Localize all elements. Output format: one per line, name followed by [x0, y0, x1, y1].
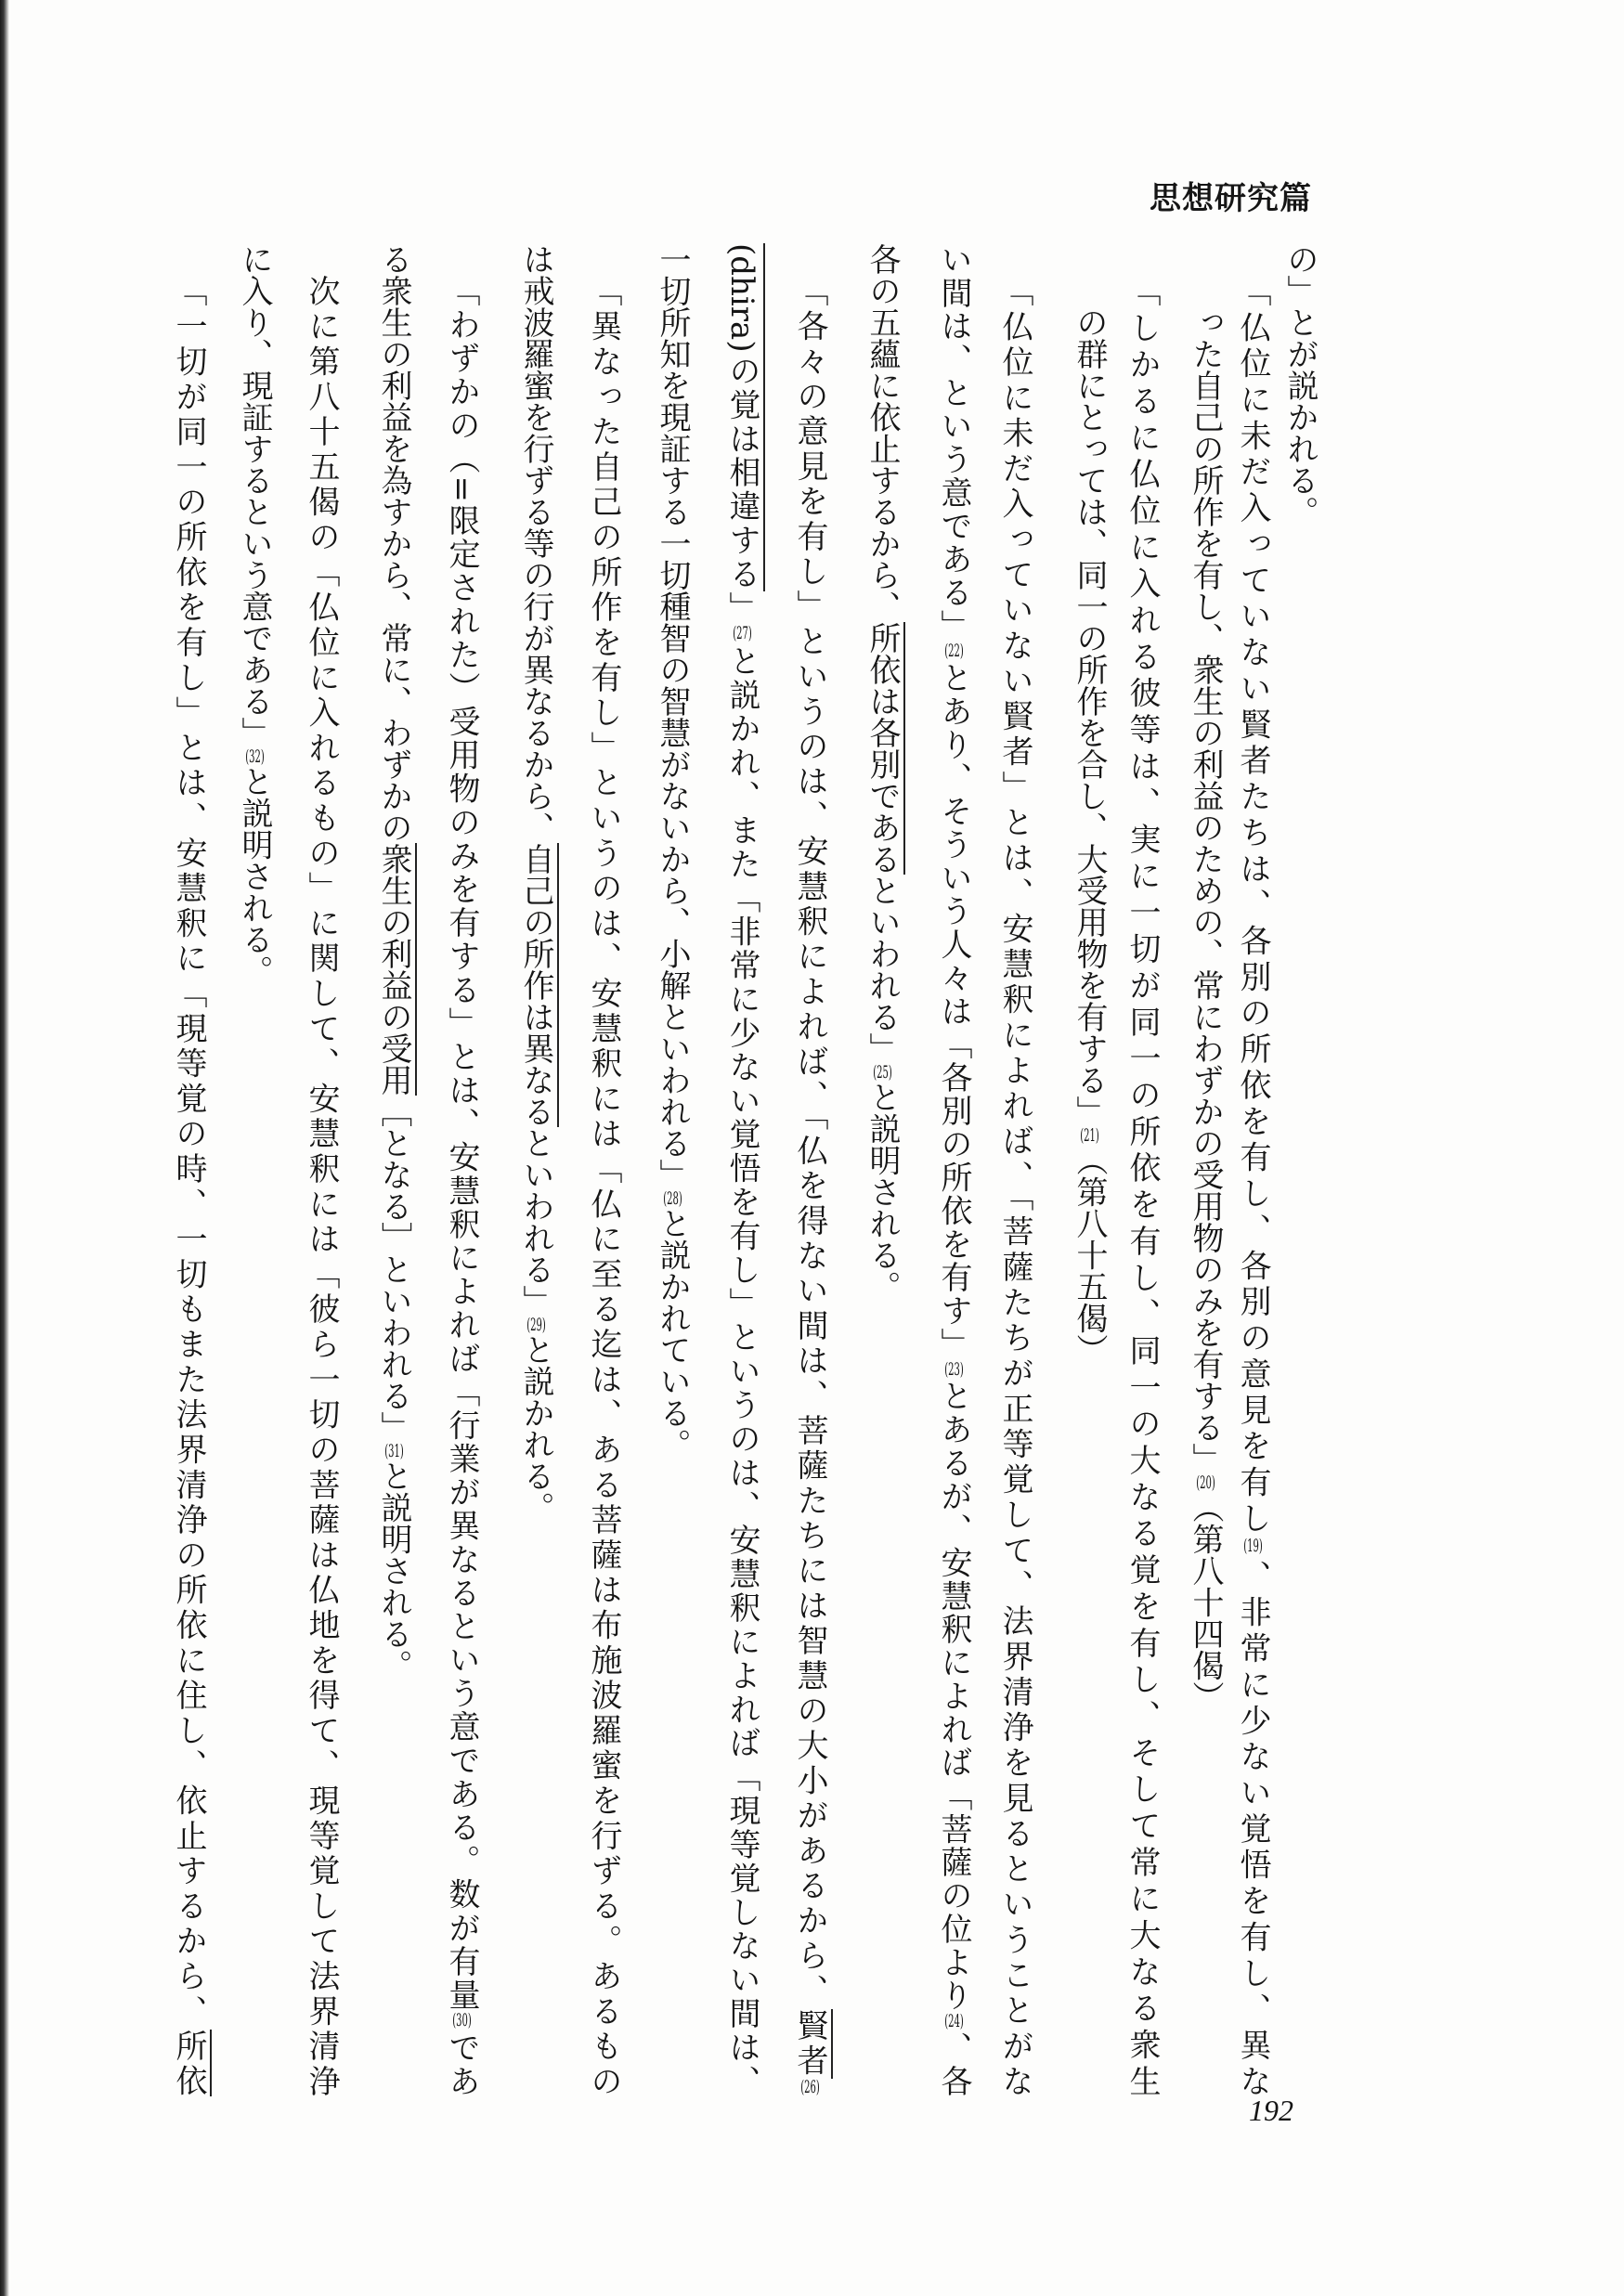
footnote-ref-24: (24) [944, 2012, 964, 2030]
text-segment: 「仏位に未だ入っていない賢者」とは、安慧釈によれば、「菩薩たちが正等覚して、法界清浄を見るということがな [996, 275, 1033, 2096]
text-segment: ［となる］といわれる」 [375, 1096, 412, 1443]
text-segment: と説明される。 [236, 765, 273, 987]
text-segment: 「しかるに仏位に入れる彼等は、実に一切が同一の所依を有し、同一の大なる覚を有し、そして常に大なる衆生 [1124, 275, 1161, 2096]
text-segment: 「各々の意見を有し」というのは、安慧釈によれば、「仏を得ない間は、菩薩たちには智慧の大小があるから、 [791, 275, 828, 2009]
footnote-ref-21: (21) [1080, 1127, 1099, 1145]
text-segment: い間は、という意である」 [935, 243, 972, 643]
text-line-09 [788, 243, 831, 2096]
text-line-10 [721, 243, 763, 2096]
sideline-emphasis: 所依は各別である [864, 622, 905, 875]
verse-citation: （第八十五偈） [1071, 1144, 1108, 1366]
text-segment: であ [443, 2030, 480, 2096]
text-segment: る衆生の利益を為すから、常に、わずかの [375, 243, 412, 843]
text-segment: 一切所知を現証する一切種智の智慧がないから、小解といわれる」 [654, 243, 691, 1190]
text-segment: 」 [723, 590, 760, 626]
sideline-emphasis: 自己の所作は異なる [517, 843, 559, 1127]
text-segment: 、非常に少ない覚悟を有し、異な [1234, 1559, 1271, 2096]
footnote-ref-19: (19) [1243, 1537, 1263, 1556]
text-line-18 [167, 243, 210, 2096]
footnote-ref-25: (25) [873, 1064, 892, 1082]
footnote-ref-26: (26) [800, 2079, 820, 2097]
footnote-ref-23: (23) [944, 1360, 964, 1379]
running-title: 思想研究篇 [1150, 180, 1312, 217]
text-segment: と説明される。 [375, 1459, 412, 1681]
sideline-emphasis: 賢者 [791, 2009, 833, 2079]
page-number: 192 [1249, 2094, 1293, 2127]
text-line-17 [233, 243, 276, 2096]
footnote-ref-20: (20) [1196, 1474, 1215, 1492]
text-line-16 [300, 243, 343, 2096]
text-segment: 「異なった自己の所作を有し」というのは、安慧釈には「仏に至る迄は、ある菩薩は布施波羅蜜を行ずる。あるもの [585, 275, 622, 2097]
text-line-04 [1121, 243, 1163, 2096]
sideline-emphasis: 所依 [170, 2030, 212, 2096]
text-line-07 [932, 243, 975, 2096]
text-segment: と説かれる。 [517, 1333, 554, 1524]
text-segment: と説かれている。 [654, 1207, 691, 1460]
text-segment: った自己の所作を有し、衆生の利益のための、常にわずかの受用物のみを有する」 [1187, 306, 1224, 1474]
footnote-ref-30: (30) [452, 2012, 472, 2030]
text-segment: の群にとっては、同一の所作を合し、大受用物を有する」 [1071, 306, 1108, 1127]
text-segment: と説かれ、また「非常に少ない覚悟を有し」というのは、安慧釈によれば「現等覚しない間は、 [723, 644, 760, 2096]
text-line-15 [372, 243, 415, 2096]
footnote-ref-22: (22) [944, 642, 964, 660]
text-line-13 [514, 243, 557, 2096]
text-segment: は戒波羅蜜を行ずる等の行が異なるから、 [517, 243, 554, 843]
footnote-ref-31: (31) [384, 1443, 404, 1460]
scan-edge-shadow [0, 0, 9, 2296]
text-line-08 [861, 243, 903, 2096]
text-line-01 [1279, 243, 1321, 2096]
text-line-11 [651, 243, 694, 2096]
verse-citation: （第八十四偈） [1187, 1491, 1224, 1713]
footnote-ref-27: (27) [733, 625, 752, 643]
text-segment: 次に第八十五偈の「仏位に入れるもの」に関して、安慧釈には「彼ら一切の菩薩は仏地を得て、現等覚して法界清浄 [303, 275, 340, 2097]
sideline-emphasis: 衆生の利益の受用 [375, 843, 417, 1096]
text-line-02 [1231, 243, 1274, 2096]
text-segment: とあり、そういう人々は「各別の所依を有す」 [935, 661, 972, 1361]
text-line-05 [1068, 243, 1111, 2096]
text-segment: とあるが、安慧釈によれば「菩薩の位より [935, 1380, 972, 2013]
text-line-12 [582, 243, 625, 2096]
footnote-ref-29: (29) [526, 1317, 546, 1334]
footnote-ref-28: (28) [663, 1190, 682, 1208]
sideline-emphasis: (dhira)の覚は相違する [723, 243, 765, 591]
text-segment: に入り、現証するという意である」 [236, 243, 273, 748]
text-segment: 、各 [935, 2031, 972, 2096]
text-segment: 各の五蘊に依止するから、 [864, 243, 901, 622]
text-line-14 [440, 243, 483, 2096]
text-segment: と説明される。 [864, 1081, 901, 1303]
text-segment: 「一切が同一の所依を有し」とは、安慧釈に「現等覚の時、一切もまた法界清浄の所依に住し、依止するから、 [170, 275, 207, 2030]
text-line-06 [994, 243, 1036, 2096]
footnote-ref-32: (32) [245, 748, 265, 766]
text-segment: といわれる」 [517, 1127, 554, 1317]
text-segment: といわれる」 [864, 875, 901, 1064]
text-segment: 「わずかの（=限定された）受用物のみを有する」とは、安慧釈によれば「行業が異なるという意である。数が有量 [443, 275, 480, 2013]
text-line-03 [1184, 243, 1227, 2096]
text-segment: の」とが説かれる。 [1281, 243, 1319, 527]
text-segment: 「仏位に未だ入っていない賢者たちは、各別の所依を有し、各別の意見を有し [1234, 275, 1271, 1538]
